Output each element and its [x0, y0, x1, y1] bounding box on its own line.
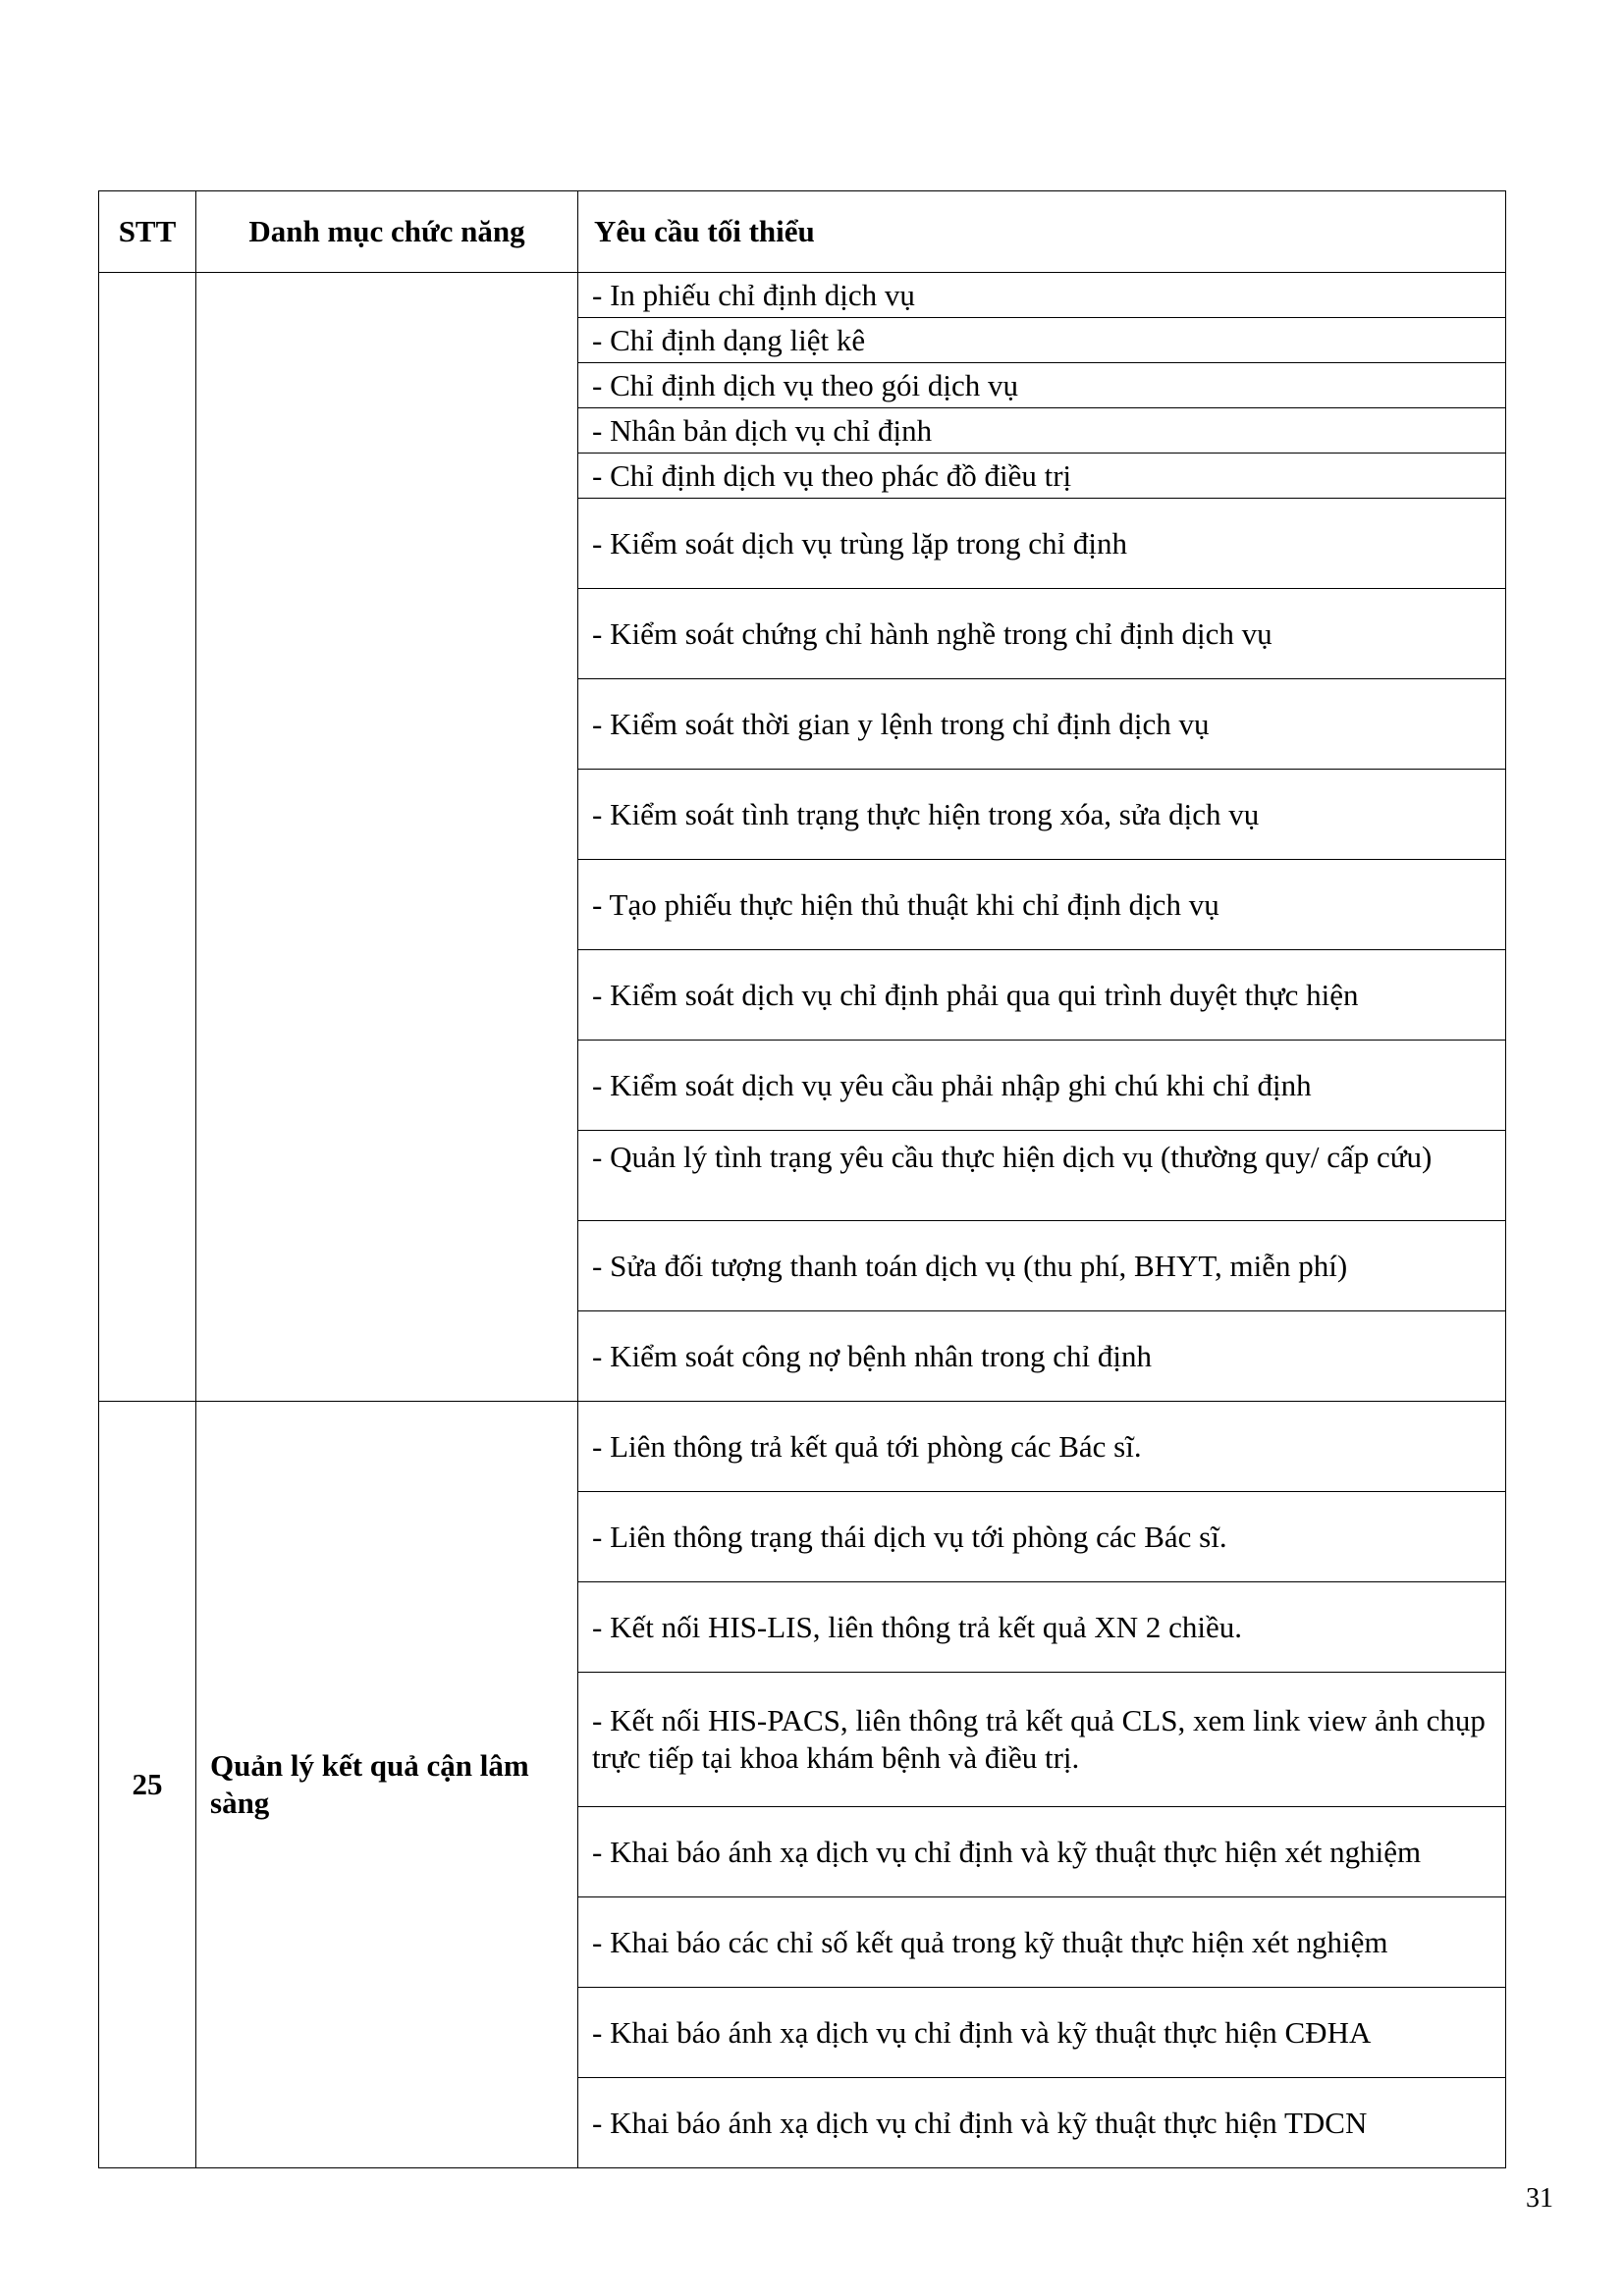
stt-cell: 25 — [99, 1402, 196, 2168]
requirement-cell: - Kiểm soát tình trạng thực hiện trong xóa, sửa dịch vụ — [578, 770, 1506, 860]
requirement-cell: - Khai báo ánh xạ dịch vụ chỉ định và kỹ thuật thực hiện CĐHA — [578, 1988, 1506, 2078]
requirement-cell: - Chỉ định dịch vụ theo phác đồ điều trị — [578, 454, 1506, 499]
requirement-cell: - Kiểm soát công nợ bệnh nhân trong chỉ định — [578, 1311, 1506, 1402]
requirement-cell: - Khai báo ánh xạ dịch vụ chỉ định và kỹ thuật thực hiện xét nghiệm — [578, 1807, 1506, 1897]
requirement-cell: - Nhân bản dịch vụ chỉ định — [578, 408, 1506, 454]
header-stt: STT — [99, 191, 196, 273]
requirement-cell: - Khai báo ánh xạ dịch vụ chỉ định và kỹ thuật thực hiện TDCN — [578, 2078, 1506, 2168]
header-requirement: Yêu cầu tối thiểu — [578, 191, 1506, 273]
function-cell: Quản lý kết quả cận lâm sàng — [196, 1402, 578, 2168]
table-header-row — [99, 191, 1506, 273]
requirement-cell: - Sửa đối tượng thanh toán dịch vụ (thu phí, BHYT, miễn phí) — [578, 1221, 1506, 1311]
requirement-cell: - Tạo phiếu thực hiện thủ thuật khi chỉ định dịch vụ — [578, 860, 1506, 950]
requirement-cell: - Chỉ định dạng liệt kê — [578, 318, 1506, 363]
requirement-cell: - Kiểm soát dịch vụ chỉ định phải qua qui trình duyệt thực hiện — [578, 950, 1506, 1041]
requirement-cell: - Chỉ định dịch vụ theo gói dịch vụ — [578, 363, 1506, 408]
requirement-cell: - In phiếu chỉ định dịch vụ — [578, 273, 1506, 318]
requirement-cell: - Kiểm soát thời gian y lệnh trong chỉ định dịch vụ — [578, 679, 1506, 770]
requirement-cell: - Kết nối HIS-PACS, liên thông trả kết quả CLS, xem link view ảnh chụp trực tiếp tại khoa khám bệnh và điều trị. — [578, 1673, 1506, 1807]
stt-cell-continued — [99, 273, 196, 1402]
table-row — [99, 1402, 1506, 1492]
requirement-cell: - Kiểm soát dịch vụ yêu cầu phải nhập ghi chú khi chỉ định — [578, 1041, 1506, 1131]
requirement-cell: - Liên thông trạng thái dịch vụ tới phòng các Bác sĩ. — [578, 1492, 1506, 1582]
requirement-cell: - Khai báo các chỉ số kết quả trong kỹ thuật thực hiện xét nghiệm — [578, 1897, 1506, 1988]
requirement-cell: - Quản lý tình trạng yêu cầu thực hiện dịch vụ (thường quy/ cấp cứu) — [578, 1131, 1506, 1221]
header-function: Danh mục chức năng — [196, 191, 578, 273]
requirement-cell: - Kiểm soát dịch vụ trùng lặp trong chỉ định — [578, 499, 1506, 589]
table-row — [99, 273, 1506, 318]
requirements-table — [98, 190, 1506, 2168]
requirement-cell: - Liên thông trả kết quả tới phòng các Bác sĩ. — [578, 1402, 1506, 1492]
page-number: 31 — [1526, 2183, 1553, 2214]
function-cell-continued — [196, 273, 578, 1402]
requirement-cell: - Kết nối HIS-LIS, liên thông trả kết quả XN 2 chiều. — [578, 1582, 1506, 1673]
requirement-cell: - Kiểm soát chứng chỉ hành nghề trong chỉ định dịch vụ — [578, 589, 1506, 679]
